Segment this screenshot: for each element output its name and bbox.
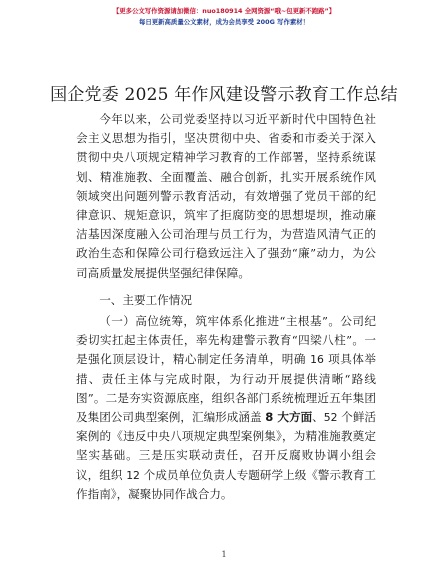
- section-paragraph: [76, 312, 376, 504]
- number-run: 12: [126, 468, 140, 482]
- number-run: 16: [310, 353, 324, 367]
- intro-paragraph: 今年以来，公司党委坚持以习近平新时代中国特色社会主义思想为指引，坚决贯彻中央、省委和市委关于深入贯彻中央八项规定精神学习教育的工作部署，坚持系统谋划、精准施教、全面覆盖、融合创新，扎实开展系统作风领域突出问题列警示教育活动，有效增强了党员干部的纪律意识、规矩意识，筑牢了拒腐防变的思想堤坝，推动廉洁基因深度融入公司治理与员工行为，为营造风清气正的政治生态和保障公司行稳致远注入了强劲“廉”动力，为公司高质量发展提供坚强纪律保障。: [76, 112, 376, 280]
- text-run: 、: [312, 410, 324, 425]
- text-run: 项具体举措、责任主体与完成时限，为行动开展提供清晰“路线图”。二是夯实资源底座，组织各部门系统梳理近五年集团及集团公司典型案例，汇编形成涵盖: [76, 352, 377, 425]
- promo-banner-line1: 【更多公文写作资源请加微信：nuo180914 全网资源“哦~包更新不跑路”】: [112, 7, 336, 15]
- section-heading: 一、主要工作情况: [99, 292, 192, 307]
- document-body: [76, 110, 376, 504]
- document-title: 国企党委 2025 年作风建设警示教育工作总结: [50, 85, 398, 105]
- page-number: 1: [221, 550, 227, 559]
- text-run: 个成员单位负责人专题研学上级《警示教育工作指南》，凝聚协同作战合力。: [76, 467, 376, 501]
- text-run: 个鲜活案例的《违反中央八项规定典型案例集》，为精准施教奠定坚实基础。三是压实联动责任，召开反腐败协调小组会议，组织: [76, 410, 377, 482]
- promo-banner: [0, 6, 448, 28]
- text-run: （一）高位统筹，筑牢体系化推进“主根基”。公司纪委切实扛起主体责任，率先构建警示教育“四梁八柱”。一是强化顶层设计，精心制定任务清单，明确: [76, 314, 376, 367]
- bold-run: 8 大方面: [265, 410, 313, 425]
- number-run: 52: [323, 411, 338, 425]
- promo-banner-line2: 每日更新高质量公文素材，成为会员享受 200G 写作素材！: [138, 18, 310, 26]
